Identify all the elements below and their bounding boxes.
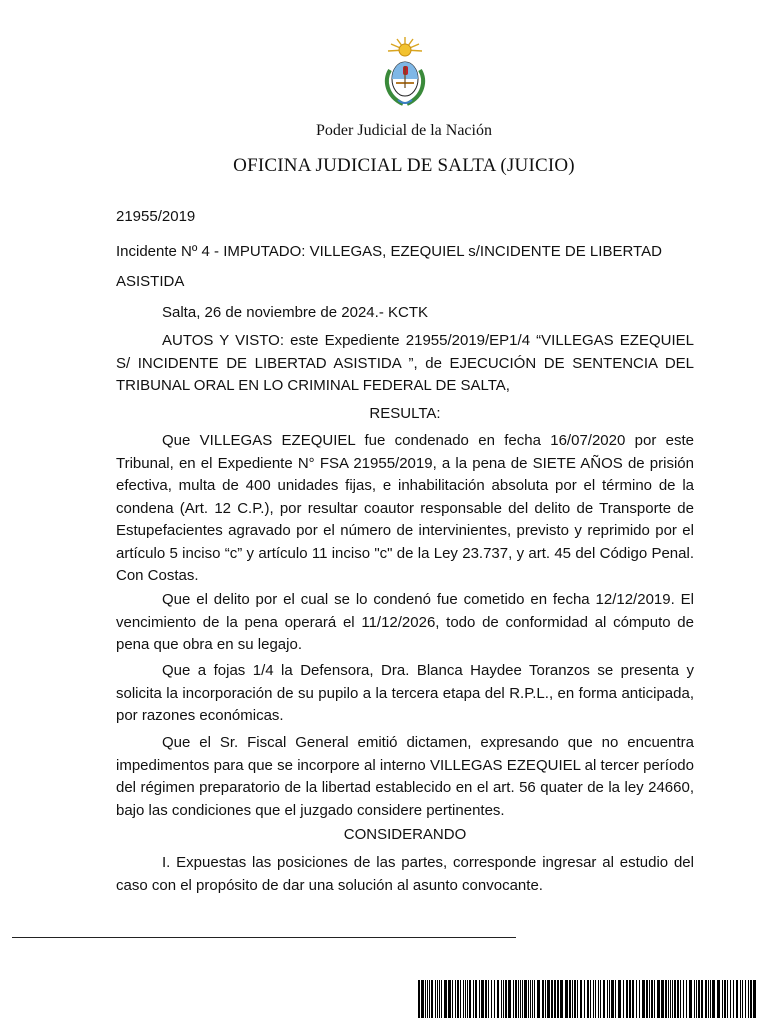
barcode-bar — [730, 980, 731, 1018]
barcode-bar — [689, 980, 692, 1018]
barcode-bar — [708, 980, 709, 1018]
barcode-bar — [722, 980, 723, 1018]
barcode-bar — [668, 980, 669, 1018]
barcode-bar — [701, 980, 703, 1018]
barcode-bar — [463, 980, 464, 1018]
barcode-bar — [557, 980, 559, 1018]
barcode-bar — [654, 980, 655, 1018]
barcode-bar — [501, 980, 502, 1018]
resulta-heading: RESULTA: — [369, 405, 441, 422]
barcode-bar — [639, 980, 640, 1018]
barcode-bar — [448, 980, 451, 1018]
resulta-paragraph-3-block — [116, 660, 694, 728]
date-line: Salta, 26 de noviembre de 2024.- KCTK — [162, 304, 428, 321]
barcode-bar — [672, 980, 673, 1018]
barcode-bar — [545, 980, 546, 1018]
barcode-bar — [683, 980, 684, 1018]
barcode-bar — [736, 980, 738, 1018]
barcode-bar — [524, 980, 527, 1018]
barcode-bar — [740, 980, 741, 1018]
barcode-bar — [475, 980, 477, 1018]
barcode-bar — [623, 980, 624, 1018]
barcode-bar — [712, 980, 715, 1018]
resulta-paragraph-2-block — [116, 589, 694, 657]
barcode-bar — [460, 980, 461, 1018]
considerando-heading: CONSIDERANDO — [343, 826, 467, 843]
barcode-bar — [649, 980, 650, 1018]
barcode-bar — [753, 980, 756, 1018]
barcode-bar — [534, 980, 535, 1018]
barcode-bar — [580, 980, 582, 1018]
barcode-bar — [494, 980, 495, 1018]
barcode-bar — [503, 980, 504, 1018]
barcode-bar — [537, 980, 540, 1018]
barcode-bar — [733, 980, 734, 1018]
barcode-bar — [551, 980, 553, 1018]
barcode-bar — [680, 980, 681, 1018]
resulta-paragraph-1-block — [116, 430, 694, 588]
barcode-bar — [554, 980, 556, 1018]
autos-paragraph: AUTOS Y VISTO: este Expediente 21955/2019/EP1/4 “VILLEGAS EZEQUIEL S/ INCIDENTE DE LIBERTAD ASISTIDA ”, de EJECUCIÓN DE SENTENCIA DEL TRIBUNAL ORAL EN LO CRIMINAL FEDERAL DE SALTA, — [116, 332, 694, 394]
barcode-bar — [750, 980, 752, 1018]
barcode-bar — [705, 980, 707, 1018]
barcode-bar — [473, 980, 474, 1018]
case-title-line-1: Incidente Nº 4 - IMPUTADO: VILLEGAS, EZEQUIEL s/INCIDENTE DE LIBERTAD — [116, 243, 662, 260]
barcode-bar — [748, 980, 749, 1018]
barcode-bar — [607, 980, 608, 1018]
barcode-bar — [626, 980, 628, 1018]
barcode-bar — [528, 980, 529, 1018]
barcode-bar — [587, 980, 589, 1018]
barcode-bar — [515, 980, 517, 1018]
barcode-bar — [609, 980, 610, 1018]
barcode-bar — [455, 980, 456, 1018]
barcode-bar — [574, 980, 576, 1018]
barcode-bar — [598, 980, 599, 1018]
barcode-bar — [497, 980, 499, 1018]
barcode-bar — [429, 980, 430, 1018]
barcode-bar — [745, 980, 746, 1018]
barcode-bar — [522, 980, 523, 1018]
barcode-bar — [590, 980, 591, 1018]
resulta-paragraph-4-block — [116, 732, 694, 822]
barcode-bar — [727, 980, 728, 1018]
barcode-bar — [547, 980, 550, 1018]
barcode-bar — [469, 980, 471, 1018]
barcode-bar — [427, 980, 428, 1018]
office-title: OFICINA JUDICIAL DE SALTA (JUICIO) — [233, 155, 575, 176]
barcode-bar — [565, 980, 568, 1018]
resulta-paragraph-4: Que el Sr. Fiscal General emitió dictamen, expresando que no encuentra impedimentos para que se incorpore al interno VILLEGAS EZEQUIEL al tercer período del régimen preparatorio de la libertad establecido en el art. 56 quater de la ley 24660, bajo las condiciones que el juzgado considere pertinentes. — [116, 734, 694, 819]
barcode-bar — [595, 980, 596, 1018]
barcode-bar — [593, 980, 594, 1018]
barcode-bar — [479, 980, 480, 1018]
barcode-bar — [710, 980, 711, 1018]
barcode-bar — [651, 980, 653, 1018]
document-barcode — [418, 980, 758, 1018]
barcode-bar — [465, 980, 466, 1018]
barcode-bar — [520, 980, 521, 1018]
barcode-bar — [425, 980, 426, 1018]
barcode-bar — [532, 980, 533, 1018]
barcode-bar — [467, 980, 468, 1018]
barcode-bar — [632, 980, 634, 1018]
barcode-bar — [717, 980, 720, 1018]
institution-header: Poder Judicial de la Nación — [316, 122, 492, 139]
barcode-bar — [577, 980, 578, 1018]
barcode-bar — [694, 980, 695, 1018]
barcode-bar — [435, 980, 436, 1018]
barcode-bar — [508, 980, 511, 1018]
barcode-bar — [665, 980, 667, 1018]
barcode-bar — [584, 980, 585, 1018]
barcode-bar — [696, 980, 697, 1018]
barcode-bar — [560, 980, 563, 1018]
barcode-bar — [572, 980, 573, 1018]
footer-divider — [12, 937, 516, 938]
barcode-bar — [611, 980, 614, 1018]
barcode-bar — [629, 980, 631, 1018]
considerando-paragraph-1: I. Expuestas las posiciones de las partes, corresponde ingresar al estudio del caso con el propósito de dar una solución al asunto convocante. — [116, 854, 694, 894]
barcode-bar — [418, 980, 420, 1018]
barcode-bar — [542, 980, 544, 1018]
barcode-bar — [742, 980, 743, 1018]
argentina-coat-of-arms-seal — [380, 36, 430, 108]
resulta-paragraph-1: Que VILLEGAS EZEQUIEL fue condenado en fecha 16/07/2020 por este Tribunal, en el Expediente N° FSA 21955/2019, a la pena de SIETE AÑOS de prisión efectiva, multa de 400 unidades fijas, e inhabilitación absoluta por el término de la condena (Art. 12 C.P.), por resultar coautor responsable del delito de Transporte de Estupefacientes agravado por el número de intervinientes, previsto y reprimido por el artículo 5 inciso “c” y artículo 11 inciso "c" de la Ley 23.737, y art. 45 del Código Penal. Con Costas. — [116, 432, 694, 584]
barcode-bar — [603, 980, 605, 1018]
barcode-bar — [698, 980, 700, 1018]
barcode-bar — [670, 980, 671, 1018]
barcode-bar — [686, 980, 687, 1018]
barcode-bar — [437, 980, 438, 1018]
barcode-bar — [485, 980, 487, 1018]
barcode-bar — [569, 980, 571, 1018]
barcode-bar — [441, 980, 442, 1018]
barcode-bar — [657, 980, 660, 1018]
barcode-bar — [618, 980, 621, 1018]
resulta-paragraph-2: Que el delito por el cual se lo condenó fue cometido en fecha 12/12/2019. El vencimiento de la pena operará el 11/12/2026, todo de conformidad al cómputo de pena que obra en su legajo. — [116, 591, 694, 653]
barcode-bar — [518, 980, 519, 1018]
barcode-bar — [636, 980, 637, 1018]
barcode-bar — [505, 980, 507, 1018]
barcode-bar — [444, 980, 447, 1018]
barcode-bar — [439, 980, 440, 1018]
barcode-bar — [431, 980, 433, 1018]
barcode-bar — [452, 980, 453, 1018]
barcode-bar — [530, 980, 531, 1018]
barcode-bar — [674, 980, 676, 1018]
resulta-paragraph-3: Que a fojas 1/4 la Defensora, Dra. Blanca Haydee Toranzos se presenta y solicita la incorporación de su pupilo a la tercera etapa del R.P.L., en forma anticipada, por razones económicas. — [116, 662, 694, 724]
case-title-line-2: ASISTIDA — [116, 273, 185, 290]
barcode-bar — [488, 980, 489, 1018]
barcode-bar — [481, 980, 484, 1018]
barcode-bar — [661, 980, 664, 1018]
case-number: 21955/2019 — [116, 208, 196, 225]
barcode-bar — [724, 980, 726, 1018]
barcode-bar — [615, 980, 616, 1018]
barcode-bar — [421, 980, 424, 1018]
considerando-paragraph-1-block — [116, 852, 694, 897]
barcode-bar — [513, 980, 514, 1018]
autos-section — [116, 330, 694, 398]
barcode-bar — [646, 980, 648, 1018]
barcode-bar — [457, 980, 459, 1018]
barcode-bar — [600, 980, 601, 1018]
barcode-bar — [491, 980, 492, 1018]
barcode-bar — [677, 980, 679, 1018]
barcode-bar — [642, 980, 645, 1018]
